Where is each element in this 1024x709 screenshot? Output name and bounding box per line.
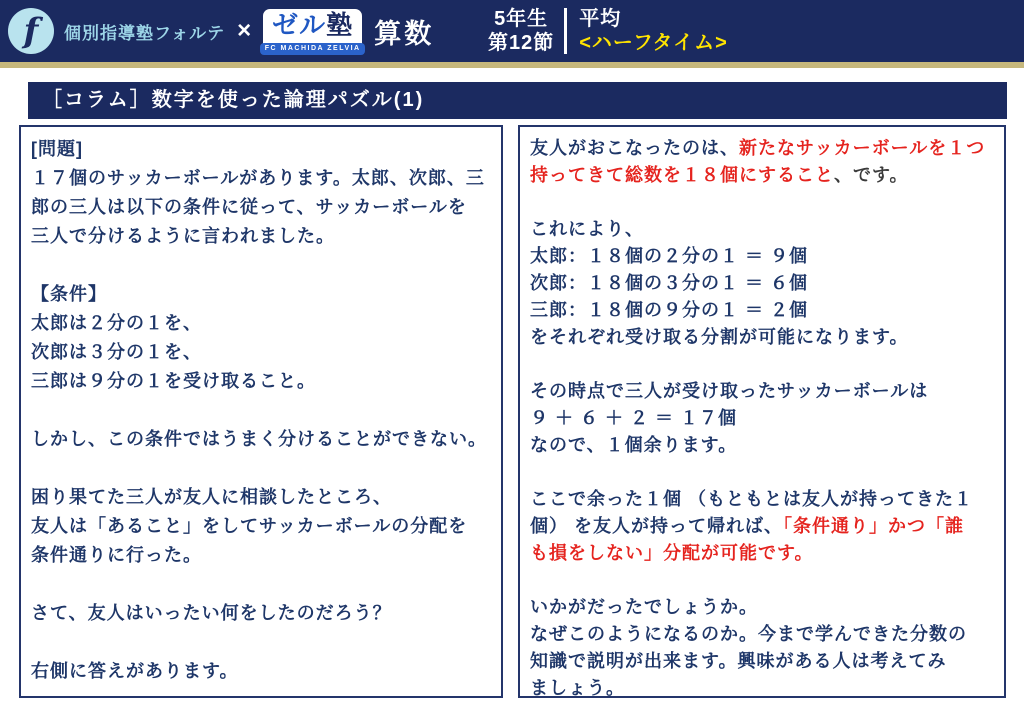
text-line: [530, 378, 994, 405]
text-line: [31, 512, 491, 541]
text-run-dark: 、です。: [834, 165, 909, 185]
text-line: [530, 324, 994, 351]
topic-block: [579, 7, 728, 55]
text-run-navy: [問題]: [31, 139, 83, 159]
text-line: [530, 648, 994, 675]
text-run-navy: しかし、この条件ではうまく分けることができない。: [31, 429, 487, 449]
text-line: [31, 541, 491, 570]
text-run-red: 新たなサッカーボールを１つ: [739, 138, 986, 158]
text-line: [530, 567, 994, 594]
forte-logo-letter: f: [23, 11, 39, 51]
text-line: [31, 280, 491, 309]
text-line: [530, 540, 994, 567]
text-line: [530, 513, 994, 540]
text-run-navy: さて、友人はいったい何をしたのだろう？: [31, 603, 392, 623]
text-run-red: 「条件通り」かつ「誰: [783, 516, 964, 536]
text-run-navy: 友人がおこなったのは、: [530, 138, 739, 158]
zeljuku-logo-text-blue: ゼル: [272, 10, 327, 41]
text-line: [530, 135, 994, 162]
text-line: [530, 432, 994, 459]
subject-label: 算数: [374, 18, 435, 49]
text-line: [31, 309, 491, 338]
text-run-navy: ９ ＋ ６ ＋ ２ ＝ １７個: [530, 408, 738, 428]
text-run-navy: 次郎：１８個の３分の１ ＝ ６個: [530, 273, 809, 293]
forte-logo-icon: [8, 8, 54, 54]
column-title-bar: ［コラム］数字を使った論理パズル(1): [28, 82, 1007, 119]
grade-session-block: [488, 7, 554, 55]
text-run-navy: 三郎は９分の１を受け取ること。: [31, 371, 316, 391]
text-line: [31, 425, 491, 454]
text-run-navy: 三人で分けるように言われました。: [31, 226, 335, 246]
text-run-navy: 知識で説明が出来ます。興味がある人は考えてみ: [530, 651, 947, 671]
header-logo-group: [8, 8, 434, 54]
text-line: [31, 338, 491, 367]
topic-label: 平均: [579, 8, 622, 30]
problem-panel: [19, 125, 503, 698]
text-run-navy: １７個のサッカーボールがあります。太郎、次郎、三: [31, 168, 485, 188]
text-line: [530, 621, 994, 648]
text-line: [530, 243, 994, 270]
text-line: [530, 675, 994, 698]
text-line: [530, 405, 994, 432]
text-run-navy: これにより、: [530, 219, 644, 239]
header-bar: [0, 0, 1024, 68]
text-run-navy: 太郎は２分の１を、: [31, 313, 202, 333]
text-line: [530, 594, 994, 621]
text-run-navy: をそれぞれ受け取る分割が可能になります。: [530, 327, 909, 347]
subtopic-label: <ハーフタイム>: [579, 32, 728, 54]
text-run-red: も損をしない」分配が可能です。: [530, 543, 814, 563]
text-line: [31, 454, 491, 483]
lesson-info-group: [488, 7, 728, 55]
text-run-navy: 条件通りに行った。: [31, 545, 202, 565]
text-run-navy: いかがだったでしょうか。: [530, 597, 758, 617]
text-run-red: 持ってきて総数を１８個にすること: [530, 165, 834, 185]
text-line: [31, 657, 491, 686]
text-run-navy: 困り果てた三人が友人に相談したところ、: [31, 487, 392, 507]
text-line: [31, 599, 491, 628]
text-line: [31, 193, 491, 222]
text-run-navy: ましょう。: [530, 678, 625, 698]
grade-label: 5年生: [494, 8, 549, 30]
text-run-navy: 友人は「あること」をしてサッカーボールの分配を: [31, 516, 468, 536]
text-line: [31, 367, 491, 396]
text-line: [31, 628, 491, 657]
text-line: [530, 297, 994, 324]
text-run-navy: 右側に答えがあります。: [31, 661, 239, 681]
text-line: [31, 222, 491, 251]
answer-panel: [518, 125, 1006, 698]
text-line: [31, 483, 491, 512]
text-line: [530, 351, 994, 378]
text-run-navy: 【条件】: [31, 284, 107, 304]
text-run-navy: 三郎：１８個の９分の１ ＝ ２個: [530, 300, 809, 320]
text-line: [31, 570, 491, 599]
text-line: [31, 135, 491, 164]
text-line: [530, 189, 994, 216]
zeljuku-club-banner: FC MACHIDA ZELVIA: [260, 43, 365, 55]
text-line: [31, 396, 491, 425]
session-label: 第12節: [488, 32, 555, 54]
text-run-navy: 郎の三人は以下の条件に従って、サッカーボールを: [31, 197, 467, 217]
text-line: [530, 270, 994, 297]
text-run-navy: なぜこのようになるのか。今まで学んできた分数の: [530, 624, 967, 644]
text-line: [530, 216, 994, 243]
text-run-navy: なので、１個余ります。: [530, 435, 738, 455]
text-run-navy: 個） を友人が持って帰れば、: [530, 516, 783, 536]
header-divider: [564, 8, 567, 54]
zeljuku-logo-text-navy: 塾: [326, 10, 354, 41]
text-run-navy: その時点で三人が受け取ったサッカーボールは: [530, 381, 929, 401]
zeljuku-logo-text: [272, 11, 353, 40]
text-line: [530, 162, 994, 189]
text-run-navy: 太郎：１８個の２分の１ ＝ ９個: [530, 246, 809, 266]
collab-cross-icon: ×: [237, 17, 252, 44]
text-line: [31, 164, 491, 193]
text-line: [31, 251, 491, 280]
zeljuku-logo: [263, 9, 362, 53]
text-run-navy: ここで余った１個 （もともとは友人が持ってきた１: [530, 489, 973, 509]
text-line: [530, 459, 994, 486]
text-run-navy: 次郎は３分の１を、: [31, 342, 202, 362]
text-line: [530, 486, 994, 513]
forte-school-label: 個別指導塾フォルテ: [64, 23, 226, 43]
